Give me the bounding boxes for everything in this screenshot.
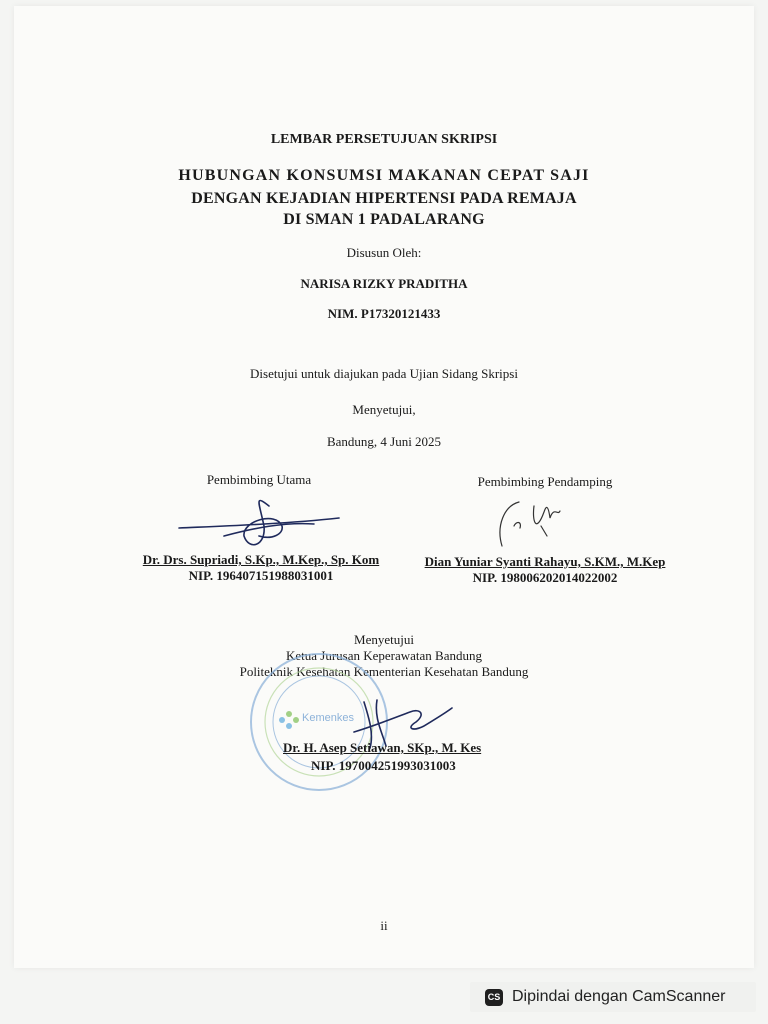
head-approved-label: Menyetujui <box>354 632 414 647</box>
thesis-title-line-1: HUBUNGAN KONSUMSI MAKANAN CEPAT SAJI <box>178 167 590 184</box>
advisor-main-nip: NIP. 196407151988031001 <box>188 568 334 583</box>
page-number: ii <box>380 918 388 933</box>
advisor-co-nip: NIP. 198006202014022002 <box>472 570 618 585</box>
compiled-by-label: Disusun Oleh: <box>346 245 422 260</box>
document-page <box>14 6 754 968</box>
advisor-main-role: Pembimbing Utama <box>206 472 312 487</box>
head-position-line-1: Ketua Jurusan Keperawatan Bandung <box>285 648 482 663</box>
thesis-title-line-3: DI SMAN 1 PADALARANG <box>283 211 485 228</box>
approval-statement: Disetujui untuk diajukan pada Ujian Sidang Skripsi <box>250 366 518 381</box>
approved-label: Menyetujui, <box>352 402 416 417</box>
camscanner-logo-icon: CS <box>485 989 503 1006</box>
head-position-line-2: Politeknik Kesehatan Kementerian Kesehatan Bandung <box>239 664 529 679</box>
author-nim: NIM. P17320121433 <box>327 306 441 321</box>
camscanner-watermark <box>470 982 756 1012</box>
signatures-layer <box>14 6 754 968</box>
place-date: Bandung, 4 Juni 2025 <box>326 434 442 449</box>
camscanner-label: Dipindai dengan CamScanner <box>512 988 726 1005</box>
head-nip: NIP. 197004251993031003 <box>311 758 456 773</box>
document-type-heading: LEMBAR PERSETUJUAN SKRIPSI <box>270 132 498 147</box>
advisor-co-name: Dian Yuniar Syanti Rahayu, S.KM., M.Kep <box>424 554 666 569</box>
stamp-text: Kemenkes <box>302 712 354 724</box>
author-name: NARISA RIZKY PRADITHA <box>300 276 468 291</box>
advisor-co-role: Pembimbing Pendamping <box>477 474 613 489</box>
advisor-main-signature <box>179 500 339 544</box>
thesis-title-line-2: DENGAN KEJADIAN HIPERTENSI PADA REMAJA <box>191 190 577 207</box>
head-name: Dr. H. Asep Setiawan, SKp., M. Kes <box>283 740 482 755</box>
advisor-main-name: Dr. Drs. Supriadi, S.Kp., M.Kep., Sp. Kom <box>142 552 380 567</box>
advisor-co-signature <box>500 502 560 546</box>
